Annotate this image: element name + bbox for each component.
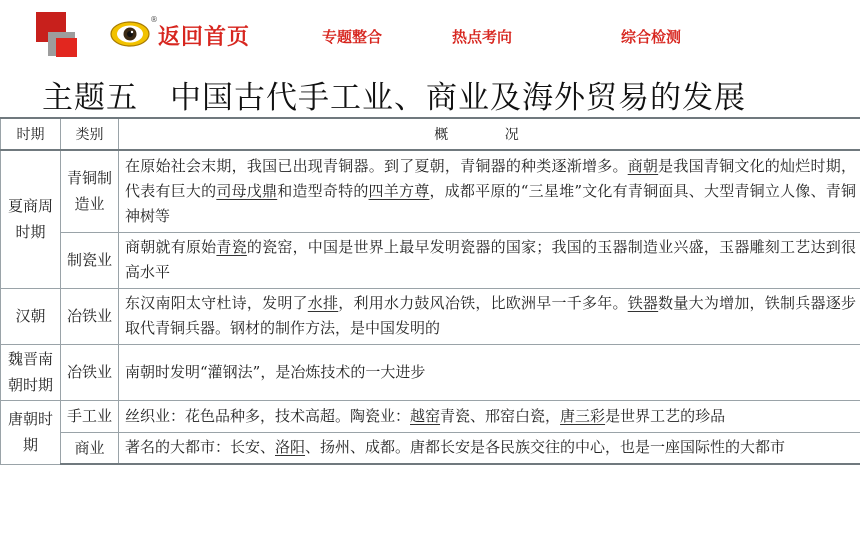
table-row	[1, 288, 860, 344]
era-cell: 魏晋南朝时期	[1, 344, 61, 400]
page-title: 主题五 中国古代手工业、商业及海外贸易的发展	[42, 80, 746, 116]
description-text: 数量大为增加，铁制兵器逐步取代青铜兵器。钢材的制作方法，是中国发明的	[125, 294, 856, 337]
nav-link-topic-integration[interactable]: 专题整合	[322, 28, 383, 46]
key-term: 青瓷	[216, 238, 247, 256]
key-term: 四羊方尊	[368, 181, 430, 200]
history-table	[0, 117, 860, 465]
description-cell	[119, 288, 860, 344]
table-row	[1, 344, 860, 400]
description-cell	[119, 432, 860, 464]
header-category: 类别	[61, 118, 119, 150]
key-term: 越窑	[410, 406, 441, 425]
table-row	[1, 232, 860, 288]
key-term: 水排	[307, 294, 339, 312]
nav-link-comprehensive-test[interactable]: 综合检测	[621, 28, 682, 46]
description-text: 、扬州、成都。唐都长安是各民族交往的中心，也是一座国际性的大都市	[305, 438, 786, 457]
description-text: 的瓷窑，中国是世界上最早发明瓷器的国家；我国的玉器制造业兴盛，玉器雕刻工艺达到很高水平	[125, 238, 856, 281]
category-cell: 冶铁业	[61, 288, 119, 344]
description-cell	[119, 344, 860, 400]
description-cell	[119, 150, 860, 232]
header-overview	[119, 118, 860, 150]
key-term: 商朝	[627, 156, 659, 175]
header-period: 时期	[1, 118, 61, 150]
category-cell: 手工业	[61, 400, 119, 432]
description-text: 在原始社会末期，我国已出现青铜器。到了夏朝，青铜器的种类逐渐增多。	[125, 156, 628, 175]
category-cell: 商业	[61, 432, 119, 464]
key-term: 洛阳	[275, 438, 306, 457]
description-text: 南朝时发明“灌钢法”，是冶炼技术的一大进步	[125, 362, 426, 381]
logo-square-red	[56, 38, 77, 57]
category-cell: 制瓷业	[61, 232, 119, 288]
nav-link-hot-topics[interactable]: 热点考向	[452, 28, 513, 46]
category-cell: 冶铁业	[61, 344, 119, 400]
description-text: ，成都平原的“三星堆”文化有青铜面具、大型青铜立人像、青铜神树等	[125, 181, 856, 225]
description-text: 是我国青铜文化的灿烂时期，代表有巨大的	[125, 156, 856, 200]
description-text: 青瓷、邢窑白瓷，	[440, 406, 561, 425]
description-text: 东汉南阳太守杜诗，发明了	[125, 294, 308, 312]
era-cell: 夏商周时期	[1, 150, 61, 288]
era-cell: 唐朝时期	[1, 400, 61, 464]
description-text: ，利用水力鼓风冶铁，比欧洲早一千多年。	[338, 294, 628, 312]
description-text: 是世界工艺的珍品	[605, 406, 726, 425]
description-cell	[119, 400, 860, 432]
table-row	[1, 400, 860, 432]
description-text: 商朝就有原始	[125, 238, 217, 256]
home-button[interactable]: 返回首页	[158, 25, 251, 50]
header-overview-label: 概 况	[434, 127, 545, 143]
description-cell	[119, 232, 860, 288]
table-row	[1, 150, 860, 232]
key-term: 唐三彩	[560, 406, 606, 425]
top-nav-bar	[0, 0, 860, 62]
era-cell: 汉朝	[1, 288, 61, 344]
category-cell: 青铜制造业	[61, 150, 119, 232]
description-text: 丝织业：花色品种多，技术高超。陶瓷业：	[125, 406, 411, 425]
table-header-row	[1, 118, 860, 150]
description-text: 著名的大都市：长安、	[125, 438, 276, 457]
key-term: 铁器	[627, 294, 659, 312]
key-term: 司母戊鼎	[216, 181, 278, 200]
eye-logo-icon	[110, 21, 150, 47]
table-row	[1, 432, 860, 464]
registered-mark: ®	[150, 15, 158, 24]
description-text: 和造型奇特的	[277, 181, 369, 200]
